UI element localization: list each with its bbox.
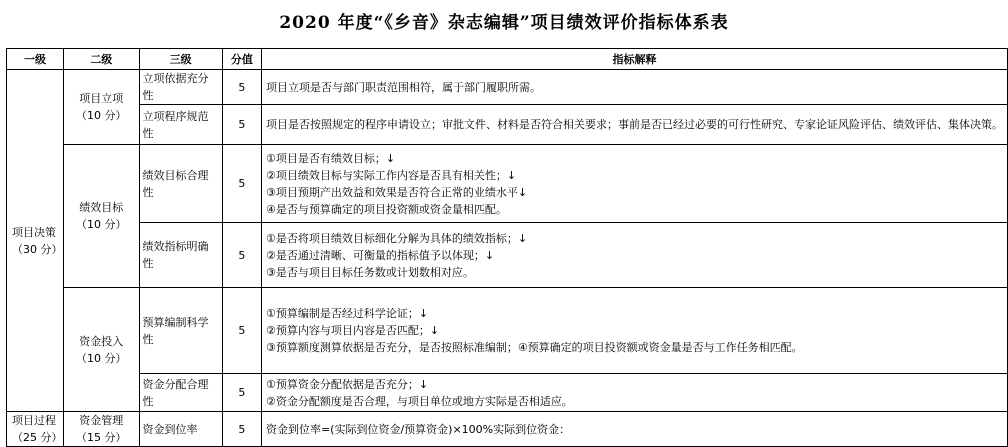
explanation-line: ②资金分配额度是否合理，与项目单位或地方实际是否相适应。 bbox=[265, 394, 573, 408]
indicator-cell: 绩效目标合理性 bbox=[139, 145, 222, 223]
explanation-line: ④是否与预算确定的项目投资额或资金量相匹配。 bbox=[265, 202, 507, 216]
table-row bbox=[7, 105, 1008, 145]
explanation-line: ①项目是否有绩效目标；↓ bbox=[265, 151, 396, 165]
explanation-line: 项目立项是否与部门职责范围相符，属于部门履职所需。 bbox=[265, 80, 541, 94]
indicator-cell: 立项依据充分性 bbox=[139, 70, 222, 105]
explanation-line: 项目是否按照规定的程序申请设立；审批文件、材料是否符合相关要求；事前是否已经过必要的可行性研究、专家论证风险评估、绩效评估、集体决策。 bbox=[265, 118, 1003, 131]
level2-cell: 绩效目标（10 分） bbox=[63, 145, 139, 288]
explanation-line: ③是否与项目目标任务数或计划数相对应。 bbox=[265, 265, 474, 279]
header-explanation: 指标解释 bbox=[261, 49, 1007, 70]
indicator-cell: 资金到位率 bbox=[139, 412, 222, 447]
explanation-cell bbox=[261, 223, 1007, 288]
indicator-cell: 资金分配合理性 bbox=[139, 374, 222, 412]
explanation-line: 资金到位率=(实际到位资金/预算资金)×100%实际到位资金： bbox=[265, 422, 571, 436]
explanation-cell bbox=[261, 288, 1007, 374]
table-row bbox=[7, 374, 1008, 412]
level2-cell: 资金管理（15 分） bbox=[63, 412, 139, 447]
level2-cell: 项目立项（10 分） bbox=[63, 70, 139, 145]
score-cell: 5 bbox=[222, 288, 261, 374]
explanation-cell bbox=[261, 374, 1007, 412]
score-cell: 5 bbox=[222, 105, 261, 145]
level2-cell: 资金投入（10 分） bbox=[63, 288, 139, 412]
explanation-cell bbox=[261, 412, 1007, 447]
header-level1: 一级 bbox=[7, 49, 64, 70]
table-row bbox=[7, 412, 1008, 447]
explanation-cell bbox=[261, 105, 1007, 145]
explanation-cell bbox=[261, 70, 1007, 105]
header-score: 分值 bbox=[222, 49, 261, 70]
table-header-row bbox=[7, 49, 1008, 70]
explanation-cell bbox=[261, 145, 1007, 223]
level1-cell: 项目决策（30 分） bbox=[7, 70, 64, 412]
header-level3: 三级 bbox=[139, 49, 222, 70]
explanation-line: ③预算额度测算依据是否充分，是否按照标准编制；④预算确定的项目投资额或资金量是否与工作任务相匹配。 bbox=[265, 341, 803, 354]
indicator-table bbox=[6, 48, 1008, 447]
indicator-cell: 立项程序规范性 bbox=[139, 105, 222, 145]
score-cell: 5 bbox=[222, 145, 261, 223]
explanation-line: ①预算资金分配依据是否充分；↓ bbox=[265, 377, 429, 391]
score-cell: 5 bbox=[222, 412, 261, 447]
explanation-line: ②项目绩效目标与实际工作内容是否具有相关性；↓ bbox=[265, 168, 517, 182]
explanation-line: ②预算内容与项目内容是否匹配；↓ bbox=[265, 324, 440, 337]
page-title: 2020 年度“《乡音》杂志编辑”项目绩效评价指标体系表 bbox=[279, 13, 729, 33]
indicator-cell: 绩效指标明确性 bbox=[139, 223, 222, 288]
score-cell: 5 bbox=[222, 374, 261, 412]
table-row bbox=[7, 145, 1008, 223]
explanation-line: ①是否将项目绩效目标细化分解为具体的绩效指标；↓ bbox=[265, 231, 528, 245]
explanation-line: ③项目预期产出效益和效果是否符合正常的业绩水平↓ bbox=[265, 185, 528, 199]
score-cell: 5 bbox=[222, 70, 261, 105]
table-row bbox=[7, 288, 1008, 374]
explanation-line: ②是否通过清晰、可衡量的指标值予以体现；↓ bbox=[265, 248, 495, 262]
level1-cell: 项目过程（25 分） bbox=[7, 412, 64, 447]
table-row bbox=[7, 70, 1008, 105]
header-level2: 二级 bbox=[63, 49, 139, 70]
indicator-cell: 预算编制科学性 bbox=[139, 288, 222, 374]
table-row bbox=[7, 223, 1008, 288]
score-cell: 5 bbox=[222, 223, 261, 288]
explanation-line: ①预算编制是否经过科学论证；↓ bbox=[265, 307, 429, 320]
